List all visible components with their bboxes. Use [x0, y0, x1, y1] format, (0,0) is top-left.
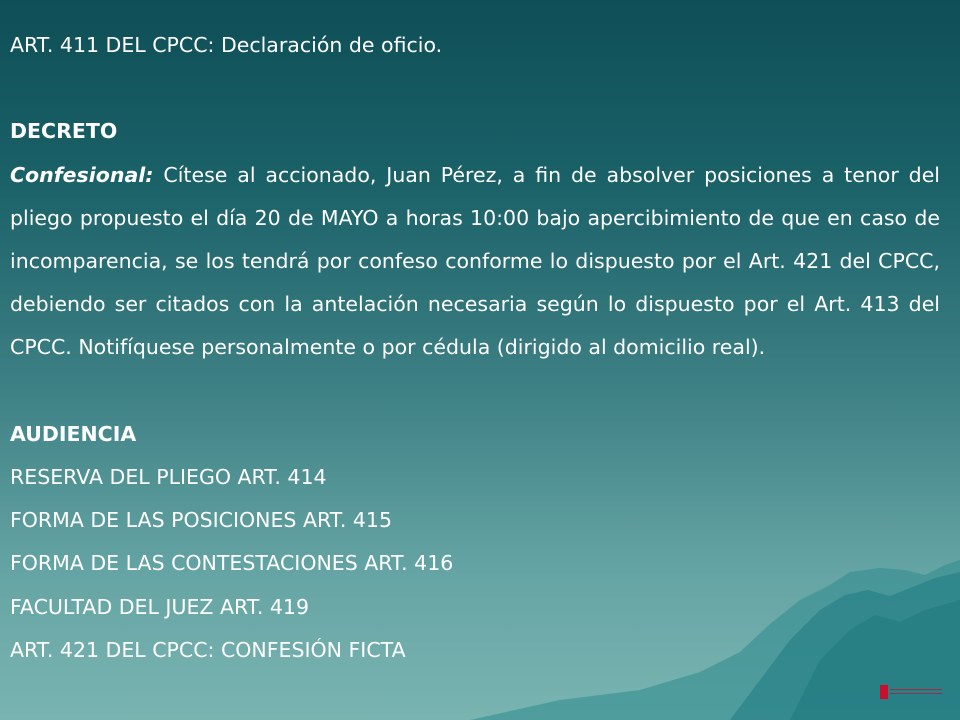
- decreto-text: Cítese al accionado, Juan Pérez, a fin de absolver posiciones a tenor del pliego propuesto el día 20 de MAYO a horas 10:00 bajo apercibimiento de que en caso de incomparencia, se los tendrá por confeso conforme lo dispuesto por el Art. 421 del CPCC, debiendo ser citados con la antelación necesaria según lo dispuesto por el Art. 413 del CPCC. Notifíquese personalmente o por cédula (dirigido al domicilio real).: [10, 162, 940, 360]
- audiencia-heading: AUDIENCIA: [10, 421, 137, 446]
- audiencia-item: FACULTAD DEL JUEZ ART. 419: [10, 594, 310, 619]
- slide-body: [10, 24, 940, 672]
- audiencia-item: FORMA DE LAS CONTESTACIONES ART. 416: [10, 551, 454, 576]
- red-square-logo-icon: [880, 684, 942, 700]
- audiencia-item: RESERVA DEL PLIEGO ART. 414: [10, 465, 327, 489]
- decreto-paragraph: [10, 154, 940, 370]
- decreto-heading: DECRETO: [10, 119, 118, 144]
- audiencia-item: ART. 421 DEL CPCC: CONFESIÓN FICTA: [10, 637, 406, 662]
- title-line: ART. 411 DEL CPCC: Declaración de oficio.: [10, 33, 443, 57]
- spacer: [10, 67, 940, 110]
- spacer: [10, 370, 940, 413]
- audiencia-item: FORMA DE LAS POSICIONES ART. 415: [10, 508, 392, 533]
- decreto-label: Confesional:: [10, 162, 154, 187]
